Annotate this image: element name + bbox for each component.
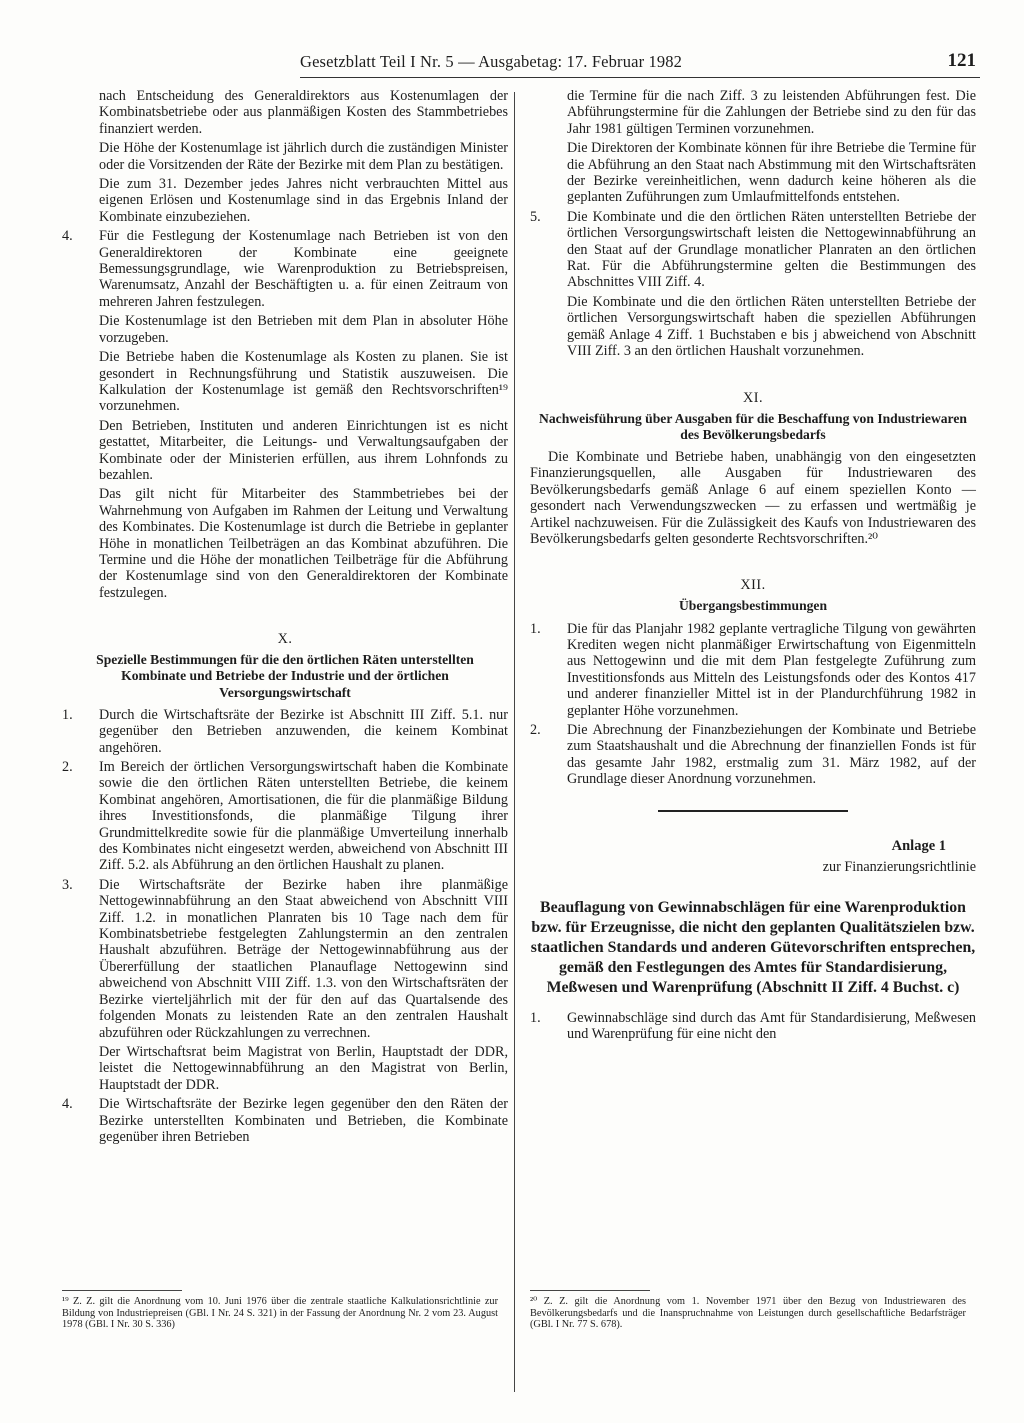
paragraph: Die Wirtschaftsräte der Bezirke legen gegenüber den den Räten der Bezirke unterstellten Kombinaten und Betrieben, die Kombinate gegenüber ihren Betrieben — [99, 1096, 508, 1145]
item-number: 4. — [62, 228, 73, 245]
page-header — [300, 50, 980, 76]
section-title: Spezielle Bestimmungen für die den örtlichen Räten unterstellten Kombinate und Betriebe der Industrie und der örtlichen Versorgungswirtschaft — [96, 652, 474, 700]
column-divider — [514, 92, 515, 1392]
paragraph: Die Abrechnung der Finanzbeziehungen der Kombinate und Betriebe zum Staatshaushalt und die Abrechnung der finanziellen Fonds ist für das gesamte Jahr 1982, erstmalig zum 31. März 1982, auf der Grundlage dieser Anordnung vorzunehmen. — [567, 721, 976, 788]
annex-subtitle: zur Finanzierungsrichtlinie — [822, 858, 976, 875]
list-item — [62, 1096, 508, 1145]
paragraph: Den Betrieben, Instituten und anderen Einrichtungen ist es nicht gestattet, Mitarbeiter, die Leitungs- und Verwaltungsaufgaben der Kombinate oder der Ministerien erfüllen, aus ihrem Lohnfonds zu bezahlen. — [99, 417, 508, 483]
list-item — [62, 877, 508, 1093]
annex-heading: Beauflagung von Gewinnabschlägen für eine Warenproduktion bzw. für Erzeugnisse, die nicht den geplanten Qualitätszielen bzw. staatlichen Standards und anderen Gütevorschriften entsprechen, gemäß den Festlegungen des Amtes für Standardisierung, Meßwesen und Warenprüfung (Abschnitt II Ziff. 4 Buchst. c) — [530, 898, 976, 996]
footnote: ¹⁹ Z. Z. gilt die Anordnung vom 10. Juni 1976 über die zentrale staatliche Kalkulationsrichtlinie zur Bildung von Industriepreisen (GBl. I Nr. 24 S. 321) in der Fassung der Anordnung Nr. 2 vom 23. August 1978 (GBl. I Nr. 30 S. 336) — [62, 1296, 498, 1331]
footnote-rule — [62, 1290, 182, 1291]
paragraph: Die zum 31. Dezember jedes Jahres nicht verbrauchten Mittel aus eigenen Erlösen und Kostenumlage sind in das Ergebnis Inland der Kombinate einzubeziehen. — [99, 176, 508, 225]
list-item — [62, 759, 508, 874]
item-number: 5. — [530, 208, 541, 225]
list-item — [530, 1010, 976, 1043]
section-number: XII. — [740, 577, 766, 594]
header-title: Gesetzblatt Teil I Nr. 5 — Ausgabetag: 17. Februar 1982 — [300, 52, 683, 71]
section-number: X. — [277, 631, 293, 648]
section-number: XI. — [742, 389, 764, 406]
list-item — [62, 228, 508, 601]
footnote-rule — [530, 1290, 650, 1291]
list-item — [530, 209, 976, 360]
paragraph: die Termine für die nach Ziff. 3 zu leistenden Abführungen fest. Die Abführungstermine für die Zahlungen der Betriebe sind zu den für das Jahr 1981 gültigen Terminen vorzunehmen. — [567, 88, 976, 137]
paragraph: Gewinnabschläge sind durch das Amt für Standardisierung, Meßwesen und Warenprüfung für eine nicht den — [567, 1009, 976, 1043]
header-rule — [300, 77, 980, 78]
left-column — [62, 88, 508, 1148]
paragraph: Das gilt nicht für Mitarbeiter des Stammbetriebes bei der Wahrnehmung von Aufgaben im Rahmen der Leitung und Verwaltung des Kombinates. Die Kostenumlage ist durch die Betriebe in geplanter Höhe in monatlichen Teilbeträgen an das Kombinat abzuführen. Die Termine und die Höhe der monatlichen Teilbeträge für die Abführung der Kostenumlage sind von den Generaldirektoren der Kombinate festzulegen. — [99, 486, 508, 601]
paragraph: Der Wirtschaftsrat beim Magistrat von Berlin, Hauptstadt der DDR, leistet die Nettogewinnabführung an den Magistrat von Berlin, Hauptstadt der DDR. — [99, 1043, 508, 1093]
item-number: 1. — [62, 706, 73, 723]
right-column — [530, 88, 976, 1045]
paragraph: Für die Festlegung der Kostenumlage nach Betrieben ist von den Generaldirektoren der Kombinate eine geeignete Bemessungsgrundlage, wie Warenproduktion zu Betriebspreisen, Warenumsatz, Anzahl der Beschäftigten u. a. für einen Zeitraum von mehreren Jahren festzulegen. — [99, 228, 508, 310]
section-divider — [658, 810, 848, 812]
paragraph: Die Kombinate und die den örtlichen Räten unterstellten Betriebe der örtlichen Versorgungswirtschaft haben die speziellen Abführungen gemäß Anlage 4 Ziff. 1 Buchstaben e bis j abweichend von Abschnitt VIII Ziff. 3 an den örtlichen Haushalt vorzunehmen. — [567, 293, 976, 360]
paragraph: Die Höhe der Kostenumlage ist jährlich durch die zuständigen Minister oder die Vorsitzenden der Räte der Bezirke mit dem Plan zu bestätigen. — [99, 140, 508, 173]
page-number: 121 — [947, 50, 976, 71]
item-number: 1. — [530, 620, 541, 637]
paragraph: Die Betriebe haben die Kostenumlage als Kosten zu planen. Sie ist gesondert in Rechnungsführung und Statistik auszuweisen. Die Kalkulation der Kostenumlage ist gemäß den Rechtsvorschriften¹⁹ vorzunehmen. — [99, 349, 508, 415]
item-number: 3. — [62, 876, 73, 893]
item-number: 2. — [530, 721, 541, 738]
list-item — [530, 621, 976, 719]
paragraph: Durch die Wirtschaftsräte der Bezirke ist Abschnitt III Ziff. 5.1. nur gegenüber den Betrieben anzuwenden, die keinem Kombinat angehören. — [99, 706, 508, 756]
paragraph: Im Bereich der örtlichen Versorgungswirtschaft haben die Kombinate sowie die den örtlichen Räten unterstellten Betriebe, die keinem Kombinat angehören, Amortisationen, die für die planmäßige Bildung ihres Investitionsfonds, die planmäßige Tilgung ihrer Grundmittelkredite sowie für die planmäßige Umverteilung innerhalb des Kombinates nicht eingesetzt werden, abweichend von Abschnitt III Ziff. 5.2. als Abführung an den örtlichen Haushalt zu planen. — [99, 759, 508, 874]
item-number: 4. — [62, 1096, 73, 1113]
paragraph: Die Wirtschaftsräte der Bezirke haben ihre planmäßige Nettogewinnabführung an den Staat abweichend von Abschnitt VIII Ziff. 1.2. in monatlichen Planraten bis 10 Tage nach dem für Kombinatsbetriebe festgelegten Zahlungstermin an den zentralen Haushalt abzuführen. Beträge der Nettogewinnabführung aus der Übererfüllung der staatlichen Planauflage Nettogewinn sind abweichend von Abschnitt VIII Ziff. 1.3. von den Wirtschaftsräten der Bezirke vierteljährlich mit der für den auf das Quartalsende des folgenden Monats zu leistenden Rate an den zentralen Haushalt abzuführen oder Rückzahlungen zu verrechnen. — [99, 876, 508, 1041]
annex-title: Anlage 1 — [891, 837, 946, 854]
paragraph: Die für das Planjahr 1982 geplante vertragliche Tilgung von gewährten Krediten wegen nicht planmäßiger Erwirtschaftung von Eigenmitteln aus Nettogewinn und die mit dem Plan festgelegte Zuführung zum Investitionsfonds aus Mitteln des Leistungsfonds oder des Kontos 417 und anderer finanzieller Mittel ist in der Plandurchführung 1982 in geplanter Höhe vorzunehmen. — [567, 620, 976, 719]
paragraph: Die Kombinate und Betriebe haben, unabhängig von den eingesetzten Finanzierungsquellen, alle Ausgaben für Industriewaren des Bevölkerungsbedarfs gemäß Anlage 6 auf einem speziellen Konto — gesondert nach Verwendungszwecken — zu erfassen und wertmäßig je Artikel nachzuweisen. Für die Zulässigkeit des Kaufs von Industriewaren des Bevölkerungsbedarfs gelten gesonderte Rechtsvorschriften.²⁰ — [530, 448, 976, 547]
item-number: 2. — [62, 759, 73, 776]
list-item — [530, 722, 976, 788]
item-number: 1. — [530, 1009, 541, 1026]
list-item — [62, 707, 508, 756]
footnote: ²⁰ Z. Z. gilt die Anordnung vom 1. November 1971 über den Bezug von Industriewaren des Bevölkerungsbedarfs und die Inanspruchnahme von Leistungen durch gesellschaftliche Bedarfsträger (GBl. I Nr. 77 S. 678). — [530, 1296, 966, 1331]
paragraph: Die Kombinate und die den örtlichen Räten unterstellten Betriebe der örtlichen Versorgungswirtschaft leisten die Nettogewinnabführung an den Staat auf der Grundlage monatlicher Planraten an den örtlichen Rat. Für die Abführungstermine gelten die Bestimmungen des Abschnittes VIII Ziff. 4. — [567, 208, 976, 291]
section-title: Nachweisführung über Ausgaben für die Beschaffung von Industriewaren des Bevölkerungsbedarfs — [539, 410, 967, 442]
paragraph: Die Kostenumlage ist den Betrieben mit dem Plan in absoluter Höhe vorzugeben. — [99, 313, 508, 346]
paragraph: nach Entscheidung des Generaldirektors aus Kostenumlagen der Kombinatsbetriebe oder aus planmäßigen Kosten des Stammbetriebes finanziert werden. — [99, 88, 508, 137]
section-title: Übergangsbestimmungen — [678, 598, 828, 614]
paragraph: Die Direktoren der Kombinate können für ihre Betriebe die Termine für die Abführung an den Staat nach Abstimmung mit den Wirtschaftsräten der Bezirke vereinheitlichen, wenn dadurch keine höheren als die geplanten Zuführungen zum Umlaufmittelfonds entstehen. — [567, 140, 976, 206]
